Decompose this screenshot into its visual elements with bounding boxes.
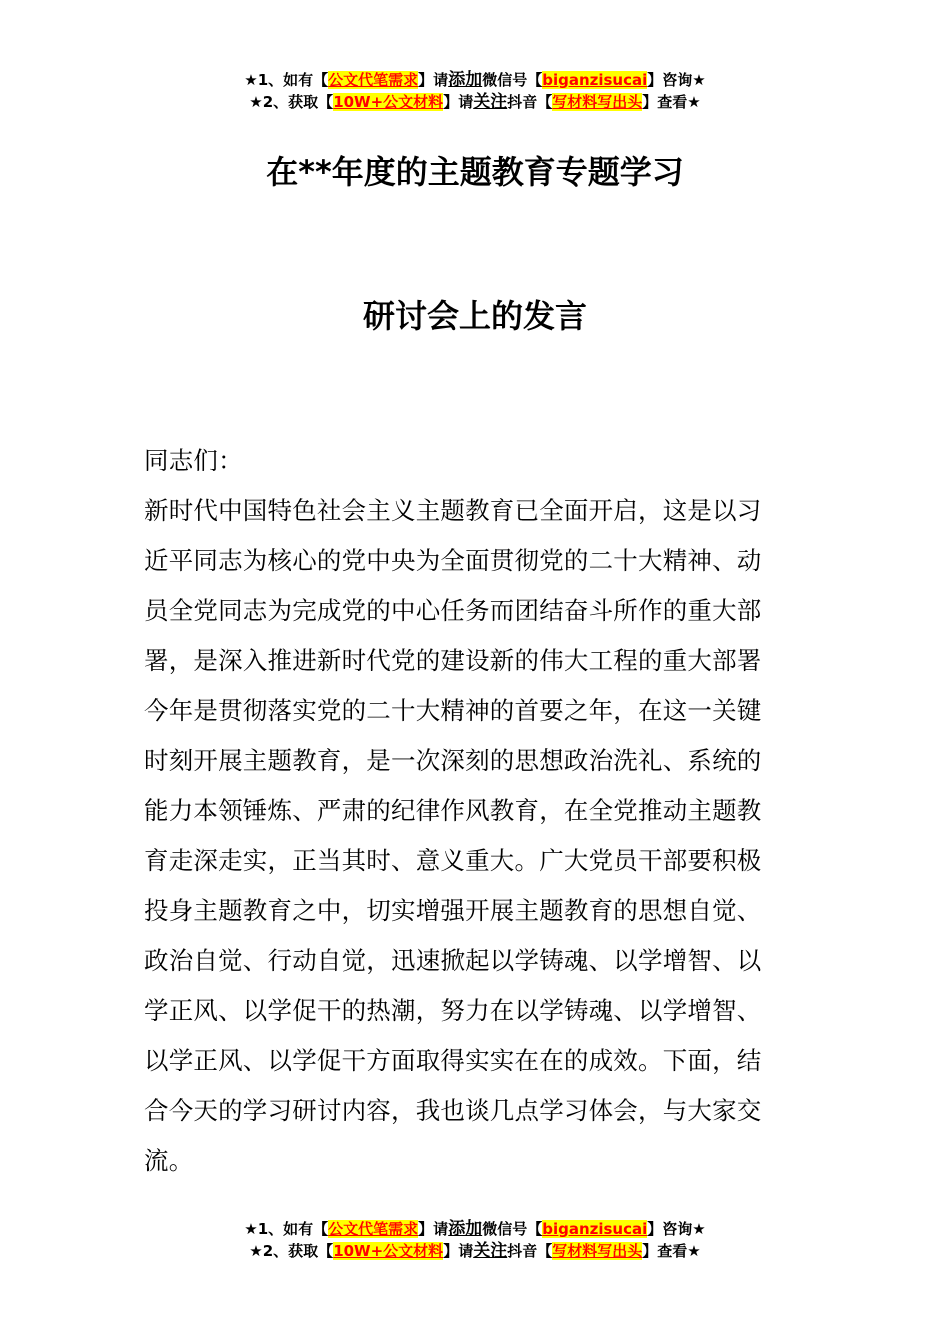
notice-text: ★2、获取【 <box>249 1242 334 1260</box>
body-line: 同志们： <box>144 446 243 475</box>
notice-line-2 <box>0 1240 950 1262</box>
body-line: 育走深走实，正当其时、意义重大。广大党员干部要积极 <box>144 846 762 875</box>
underlined-word: 关注 <box>473 92 508 112</box>
highlight-service: 公文代笔需求 <box>328 71 419 89</box>
document-title-line-2: 研讨会上的发言 <box>362 297 587 335</box>
notice-text: 】请 <box>418 71 449 89</box>
body-line: 以学正风、以学促干方面取得实实在在的成效。下面，结 <box>144 1046 762 1075</box>
notice-text: 微信号【 <box>482 71 543 89</box>
underlined-word: 关注 <box>473 1241 508 1261</box>
highlight-douyin-account: 写材料写出头 <box>552 1242 643 1260</box>
footer-notice <box>0 1218 950 1262</box>
body-line: 能力本领锤炼、严肃的纪律作风教育，在全党推动主题教 <box>144 796 762 825</box>
highlight-materials: 10W+公文材料 <box>333 93 444 111</box>
underlined-word: 添加 <box>448 70 483 90</box>
highlight-douyin-account: 写材料写出头 <box>552 93 643 111</box>
underlined-word: 添加 <box>448 1219 483 1239</box>
body-line: 员全党同志为完成党的中心任务而团结奋斗所作的重大部 <box>144 596 762 625</box>
notice-text: 】请 <box>443 1242 474 1260</box>
highlight-service: 公文代笔需求 <box>328 1220 419 1238</box>
notice-text: 】查看★ <box>642 93 701 111</box>
notice-text: 微信号【 <box>482 1220 543 1238</box>
notice-text: ★2、获取【 <box>249 93 334 111</box>
notice-line-1 <box>0 69 950 91</box>
body-line: 时刻开展主题教育，是一次深刻的思想政治洗礼、系统的 <box>144 746 762 775</box>
body-line: 政治自觉、行动自觉，迅速掀起以学铸魂、以学增智、以 <box>144 946 762 975</box>
highlight-wechat-id: biganzisucai <box>542 71 648 89</box>
highlight-wechat-id: biganzisucai <box>542 1220 648 1238</box>
body-line: 投身主题教育之中，切实增强开展主题教育的思想自觉、 <box>144 896 762 925</box>
body-line: 合今天的学习研讨内容，我也谈几点学习体会，与大家交 <box>144 1096 762 1125</box>
body-line: 署，是深入推进新时代党的建设新的伟大工程的重大部署 <box>144 646 762 675</box>
notice-text: 】咨询★ <box>647 1220 706 1238</box>
notice-text: 抖音【 <box>507 1242 553 1260</box>
document-title-line-1: 在**年度的主题教育专题学习 <box>266 153 684 191</box>
notice-line-1 <box>0 1218 950 1240</box>
body-line: 学正风、以学促干的热潮，努力在以学铸魂、以学增智、 <box>144 996 762 1025</box>
body-line: 近平同志为核心的党中央为全面贯彻党的二十大精神、动 <box>144 546 762 575</box>
body-line: 新时代中国特色社会主义主题教育已全面开启，这是以习 <box>144 496 762 525</box>
notice-text: 抖音【 <box>507 93 553 111</box>
notice-line-2 <box>0 91 950 113</box>
header-notice <box>0 69 950 113</box>
notice-text: 】请 <box>418 1220 449 1238</box>
notice-text: 】查看★ <box>642 1242 701 1260</box>
notice-text: 】请 <box>443 93 474 111</box>
notice-text: ★1、如有【 <box>244 71 329 89</box>
notice-text: 】咨询★ <box>647 71 706 89</box>
document-body <box>144 436 808 1186</box>
body-line: 流。 <box>144 1146 194 1175</box>
notice-text: ★1、如有【 <box>244 1220 329 1238</box>
highlight-materials: 10W+公文材料 <box>333 1242 444 1260</box>
body-line: 今年是贯彻落实党的二十大精神的首要之年，在这一关键 <box>144 696 762 725</box>
